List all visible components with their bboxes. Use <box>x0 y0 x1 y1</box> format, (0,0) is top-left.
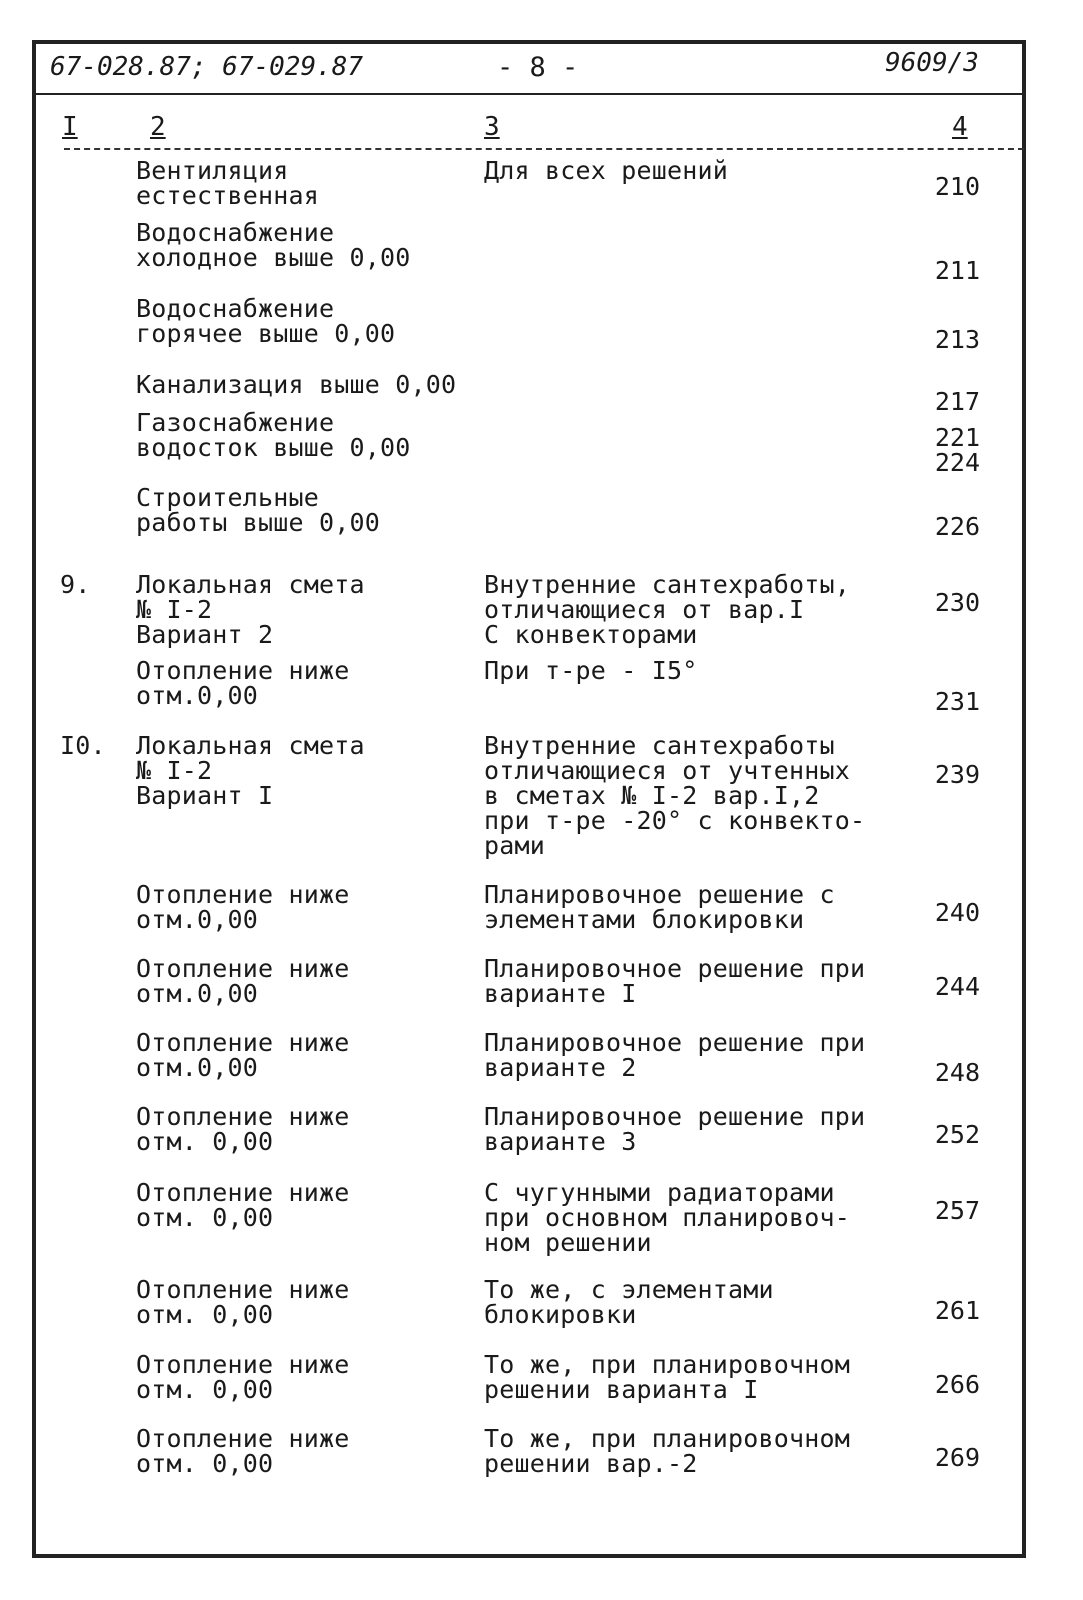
item-description-line: Планировочное решение при <box>484 1028 866 1057</box>
page-reference: 240 <box>934 898 980 927</box>
item-name-line: отм. 0,00 <box>136 1449 274 1478</box>
item-name-line: Водоснабжение <box>136 218 335 247</box>
item-description-line: в сметах № I-2 вар.I,2 <box>484 781 820 810</box>
item-description-line: элементами блокировки <box>484 905 805 934</box>
item-name-line: Отопление ниже <box>136 1350 350 1379</box>
item-description-line: Планировочное решение с <box>484 880 835 909</box>
item-name-line: работы выше 0,00 <box>136 508 381 537</box>
document-codes: 67-028.87; 67-029.87 <box>50 52 364 82</box>
item-description-line: Для всех решений <box>484 156 729 185</box>
page-reference: 252 <box>934 1120 980 1149</box>
item-name-line: Отопление ниже <box>136 656 350 685</box>
item-name-line: отм.0,00 <box>136 681 259 710</box>
page-reference: 257 <box>934 1196 980 1225</box>
item-name-line: отм. 0,00 <box>136 1203 274 1232</box>
item-name-line: отм.0,00 <box>136 1053 259 1082</box>
item-name-line: № I-2 <box>136 756 213 785</box>
item-name-line: № I-2 <box>136 595 213 624</box>
page-reference: 226 <box>934 512 980 541</box>
item-description-line: решении вар.-2 <box>484 1449 698 1478</box>
page-reference: 213 <box>934 325 980 354</box>
page-reference: 221 <box>934 423 980 452</box>
item-description-line: При т-ре - I5° <box>484 656 698 685</box>
item-name-line: Канализация выше 0,00 <box>136 370 457 399</box>
item-description-line: блокировки <box>484 1300 637 1329</box>
page-reference: 244 <box>934 972 980 1001</box>
item-description-line: То же, при планировочном <box>484 1350 851 1379</box>
item-description-line: ном решении <box>484 1228 652 1257</box>
item-description-line: Внутренние сантехработы <box>484 731 835 760</box>
item-description-line: решении варианта I <box>484 1375 759 1404</box>
item-description-line: варианте 3 <box>484 1127 637 1156</box>
item-description-line: отличающиеся от вар.I <box>484 595 805 624</box>
row-number: I0. <box>60 731 106 760</box>
page-reference: 211 <box>934 256 980 285</box>
page-reference: 230 <box>934 588 980 617</box>
item-name-line: Отопление ниже <box>136 1178 350 1207</box>
column-number-1: I <box>62 112 78 142</box>
item-description-line: варианте I <box>484 979 637 1008</box>
document-id: 9609/3 <box>885 48 979 78</box>
page-reference: 231 <box>934 687 980 716</box>
item-name-line: водосток выше 0,00 <box>136 433 411 462</box>
item-name-line: Газоснабжение <box>136 408 335 437</box>
item-name-line: холодное выше 0,00 <box>136 243 411 272</box>
item-description-line: С чугунными радиаторами <box>484 1178 835 1207</box>
item-description-line: рами <box>484 831 546 860</box>
item-name-line: горячее выше 0,00 <box>136 319 396 348</box>
item-name-line: отм. 0,00 <box>136 1300 274 1329</box>
item-name-line: Строительные <box>136 483 320 512</box>
page-reference: 261 <box>934 1296 980 1325</box>
item-description-line: Планировочное решение при <box>484 1102 866 1131</box>
item-description-line: при т-ре -20° с конвекто- <box>484 806 866 835</box>
item-name-line: отм. 0,00 <box>136 1127 274 1156</box>
item-description-line: Внутренние сантехработы, <box>484 570 851 599</box>
column-number-3: 3 <box>484 112 500 142</box>
item-name-line: Локальная смета <box>136 570 365 599</box>
item-description-line: Планировочное решение при <box>484 954 866 983</box>
row-number: 9. <box>60 570 91 599</box>
page-reference: 248 <box>934 1058 980 1087</box>
column-number-4: 4 <box>952 112 968 142</box>
item-name-line: Отопление ниже <box>136 954 350 983</box>
item-name-line: отм.0,00 <box>136 905 259 934</box>
header-divider <box>32 93 1026 95</box>
item-description-line: То же, с элементами <box>484 1275 774 1304</box>
column-header-rule <box>64 148 1024 150</box>
page-reference: 210 <box>934 172 980 201</box>
page-number: - 8 - <box>497 52 579 83</box>
item-name-line: Отопление ниже <box>136 1102 350 1131</box>
page-reference: 239 <box>934 760 980 789</box>
item-name-line: естественная <box>136 181 320 210</box>
page-reference: 269 <box>934 1443 980 1472</box>
item-description-line: отличающиеся от учтенных <box>484 756 851 785</box>
item-name-line: отм. 0,00 <box>136 1375 274 1404</box>
item-description-line: варианте 2 <box>484 1053 637 1082</box>
item-description-line: С конвекторами <box>484 620 698 649</box>
item-name-line: Вариант I <box>136 781 274 810</box>
page-reference: 217 <box>934 387 980 416</box>
page-reference: 266 <box>934 1370 980 1399</box>
item-name-line: Вариант 2 <box>136 620 274 649</box>
item-name-line: Водоснабжение <box>136 294 335 323</box>
item-description-line: при основном планировоч- <box>484 1203 851 1232</box>
item-name-line: Отопление ниже <box>136 1275 350 1304</box>
item-name-line: Отопление ниже <box>136 1424 350 1453</box>
item-name-line: Отопление ниже <box>136 880 350 909</box>
item-description-line: То же, при планировочном <box>484 1424 851 1453</box>
item-name-line: Отопление ниже <box>136 1028 350 1057</box>
page-reference: 224 <box>934 448 980 477</box>
column-number-2: 2 <box>150 112 166 142</box>
item-name-line: Вентиляция <box>136 156 289 185</box>
item-name-line: отм.0,00 <box>136 979 259 1008</box>
item-name-line: Локальная смета <box>136 731 365 760</box>
